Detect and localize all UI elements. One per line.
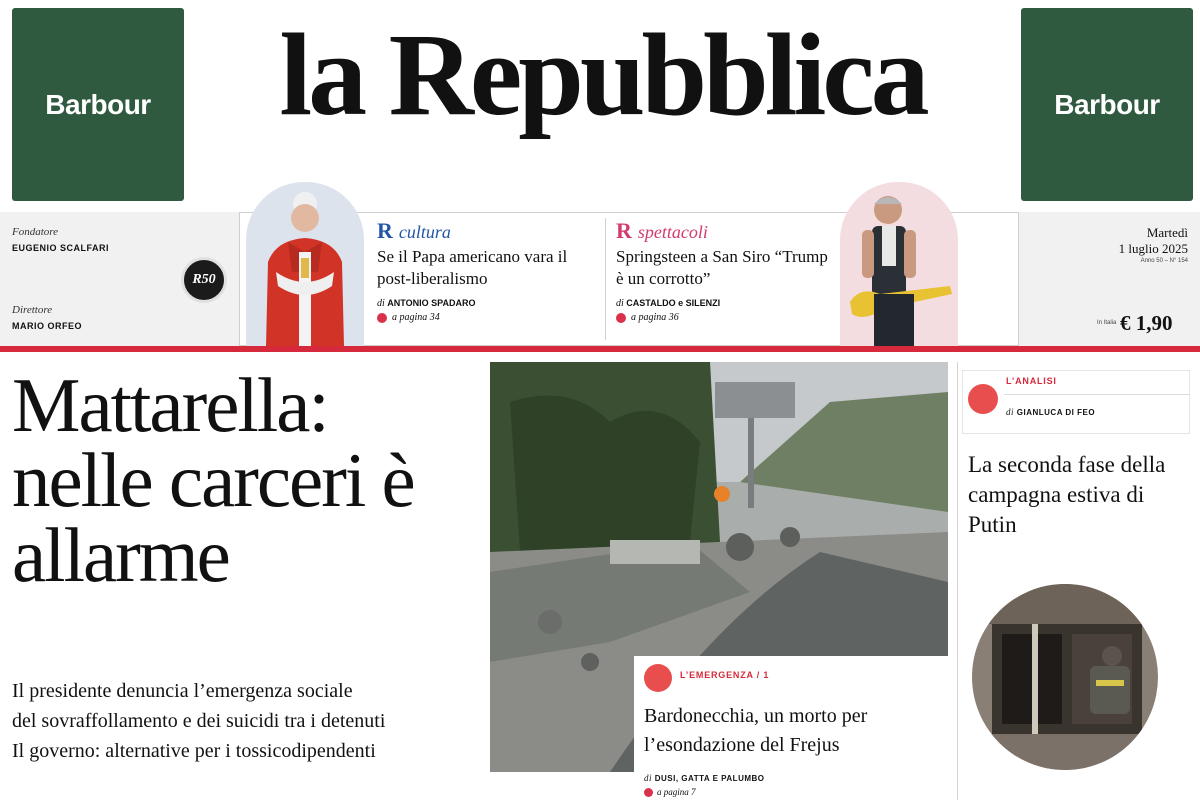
emergency-headline[interactable]: Bardonecchia, un morto per l’esondazione del Frejus bbox=[644, 705, 868, 756]
emergency-byline bbox=[644, 773, 765, 783]
founder-name: EUGENIO SCALFARI bbox=[12, 243, 110, 253]
lead-subhead-line: Il governo: alternative per i tossicodipendenti bbox=[12, 740, 376, 762]
emergency-icon bbox=[644, 664, 672, 692]
byline-prefix: di bbox=[377, 298, 385, 309]
byline-authors: DUSI, GATTA E PALUMBO bbox=[654, 774, 765, 783]
teaser-byline bbox=[616, 298, 836, 309]
pope-portrait[interactable] bbox=[246, 182, 364, 346]
page-pointer-icon bbox=[616, 313, 626, 323]
ad-brand-left: Barbour bbox=[45, 88, 151, 120]
byline-author: GIANLUCA DI FEO bbox=[1016, 408, 1096, 417]
section-label-cultura bbox=[377, 218, 597, 244]
page-pointer-icon bbox=[377, 313, 387, 323]
issue-weekday: Martedì bbox=[1146, 225, 1188, 240]
byline-prefix: di bbox=[1006, 407, 1015, 417]
analysis-photo[interactable] bbox=[972, 584, 1158, 770]
page-ref-text: a pagina 36 bbox=[631, 312, 679, 323]
analysis-column bbox=[957, 362, 1197, 800]
ad-brand-right: Barbour bbox=[1054, 88, 1160, 120]
director-name: MARIO ORFEO bbox=[12, 321, 82, 331]
r-section-logo: R bbox=[377, 218, 393, 243]
analysis-icon bbox=[968, 384, 998, 414]
page-ref-text: a pagina 7 bbox=[657, 787, 696, 797]
teaser-headline[interactable]: Springsteen a San Siro “Trump è un corrotto” bbox=[616, 247, 828, 288]
page-pointer-icon bbox=[644, 788, 653, 797]
springsteen-portrait[interactable] bbox=[840, 182, 958, 346]
ad-banner-left[interactable] bbox=[12, 8, 184, 201]
teaser-spettacoli[interactable] bbox=[616, 218, 836, 323]
analysis-kicker: L’ANALISI bbox=[1006, 376, 1057, 386]
byline-prefix: di bbox=[644, 773, 653, 783]
newspaper-logo[interactable]: la Repubblica bbox=[279, 9, 926, 140]
burned-building-image bbox=[972, 584, 1158, 770]
lead-subhead-line: Il presidente denuncia l’emergenza sociale bbox=[12, 680, 353, 702]
emergency-kicker: L’EMERGENZA / 1 bbox=[680, 670, 770, 680]
lead-headline[interactable]: Mattarella: nelle carceri è allarme bbox=[12, 362, 414, 598]
byline-author: ANTONIO SPADARO bbox=[387, 298, 476, 308]
ad-banner-right[interactable] bbox=[1021, 8, 1193, 201]
teaser-page-ref[interactable] bbox=[616, 312, 836, 323]
teaser-byline bbox=[377, 298, 597, 309]
section-label-spettacoli bbox=[616, 218, 836, 244]
byline-prefix: di bbox=[616, 298, 624, 309]
issue-date bbox=[1030, 225, 1188, 257]
r50-anniversary-badge: R50 bbox=[181, 257, 227, 303]
analysis-byline bbox=[1006, 407, 1095, 417]
director-label: Direttore bbox=[12, 304, 53, 316]
lead-subhead bbox=[12, 676, 482, 766]
teaser-cultura[interactable] bbox=[377, 218, 597, 323]
header-divider-rule bbox=[0, 346, 1200, 352]
price-label: In Italia bbox=[1097, 320, 1117, 326]
section-name: spettacoli bbox=[637, 222, 708, 242]
analysis-headline[interactable]: La seconda fase della campagna estiva di Putin bbox=[968, 452, 1166, 537]
issue-day: 1 luglio 2025 bbox=[1118, 241, 1188, 256]
section-name: cultura bbox=[398, 222, 451, 242]
byline-author: CASTALDO e SILENZI bbox=[626, 298, 721, 308]
masthead bbox=[195, 8, 1010, 183]
springsteen-figure-image bbox=[840, 182, 958, 346]
founder-label: Fondatore bbox=[12, 226, 59, 238]
lead-subhead-line: del sovraffollamento e dei suicidi tra i detenuti bbox=[12, 710, 386, 732]
teaser-headline[interactable]: Se il Papa americano vara il post-liberalismo bbox=[377, 247, 568, 288]
emergency-page-ref[interactable] bbox=[644, 787, 696, 797]
teaser-page-ref[interactable] bbox=[377, 312, 597, 323]
r-section-logo: R bbox=[616, 218, 632, 243]
pope-figure-image bbox=[246, 182, 364, 346]
issue-number: Anno 50 – N° 154 bbox=[1140, 258, 1188, 264]
page-ref-text: a pagina 34 bbox=[392, 312, 440, 323]
price: € 1,90 bbox=[1120, 311, 1173, 335]
analysis-rule bbox=[1004, 394, 1190, 395]
teaser-divider bbox=[605, 218, 606, 340]
